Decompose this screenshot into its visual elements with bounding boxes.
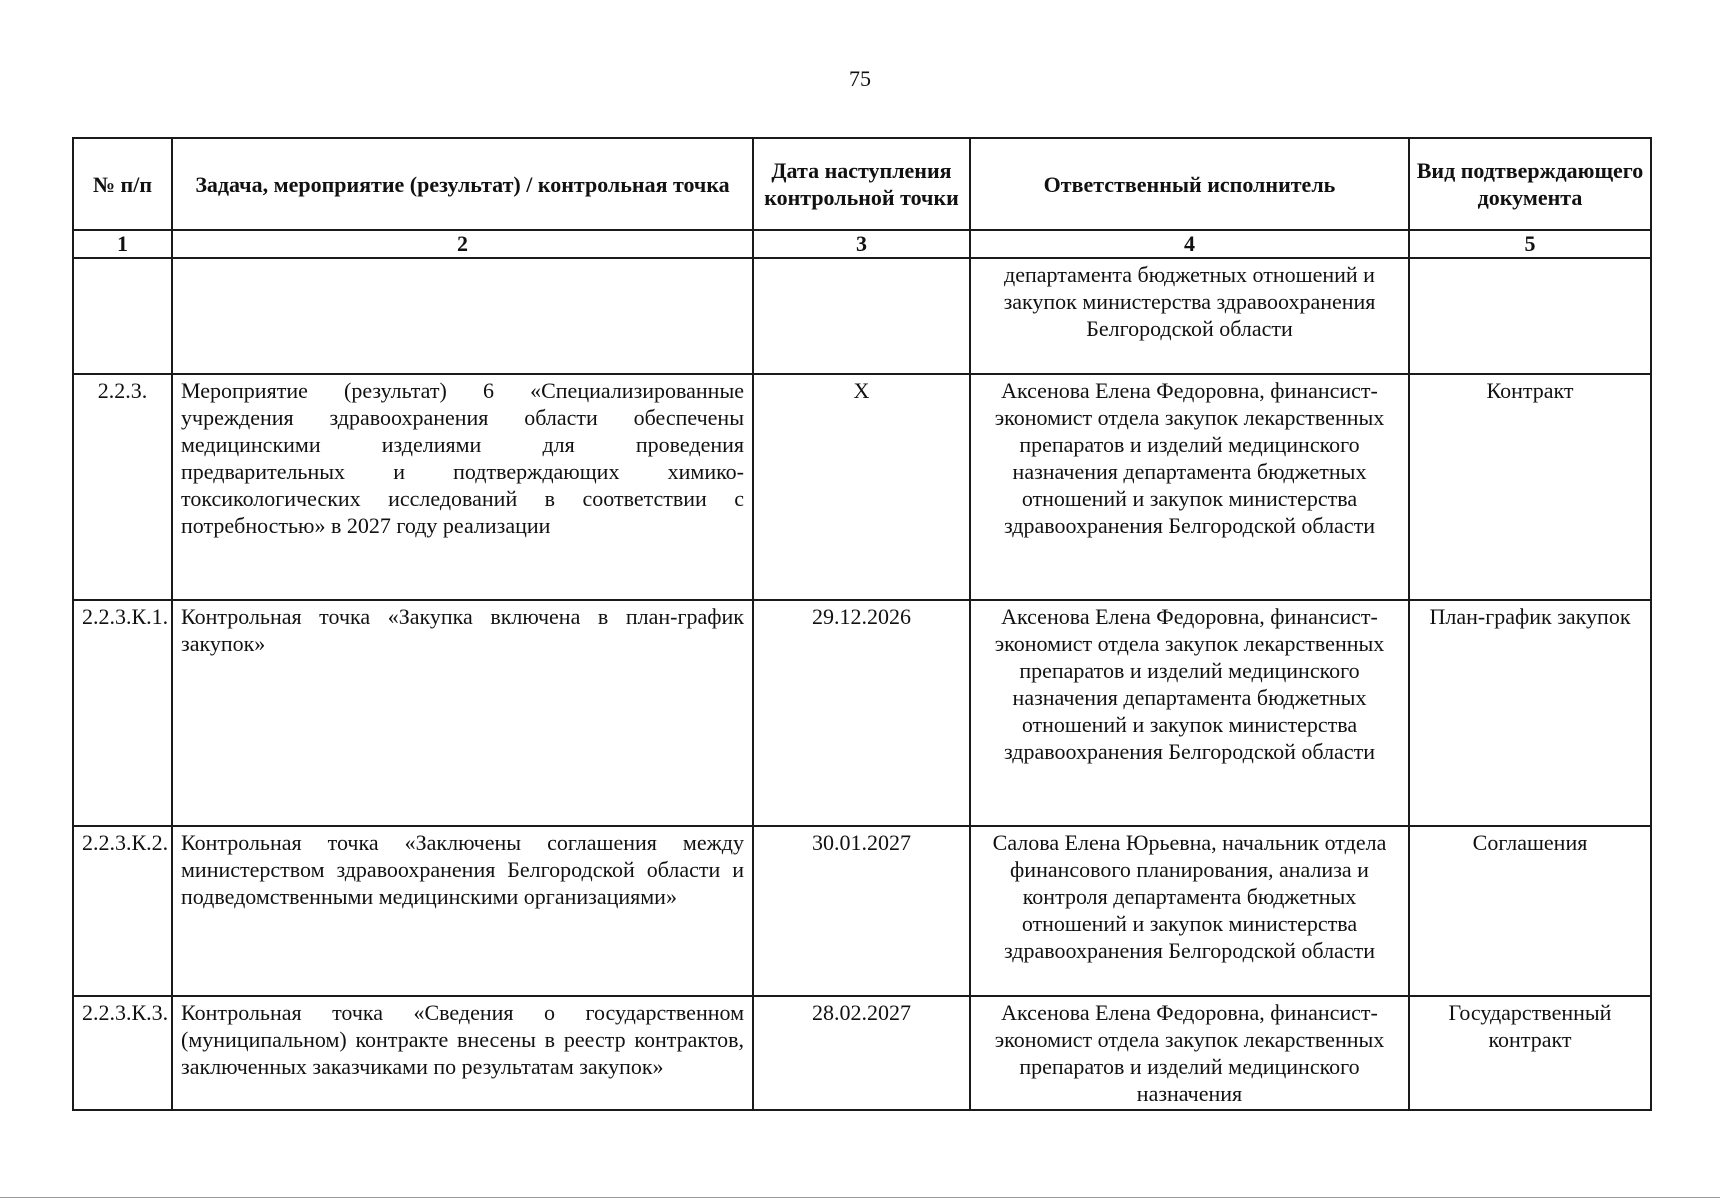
row-date: X	[753, 374, 970, 600]
row-number: 2.2.3.	[73, 374, 172, 600]
row-date: 30.01.2027	[753, 826, 970, 996]
scan-edge-divider	[0, 1197, 1720, 1198]
header-task: Задача, мероприятие (результат) / контрольная точка	[172, 138, 753, 230]
row-document: Государственный контракт	[1409, 996, 1651, 1110]
row-document: План-график закупок	[1409, 600, 1651, 826]
header-date: Дата наступления контрольной точки	[753, 138, 970, 230]
row-task: Контрольная точка «Закупка включена в план-график закупок»	[172, 600, 753, 826]
control-points-table	[72, 137, 1652, 1111]
column-number: 1	[73, 230, 172, 258]
row-document: Соглашения	[1409, 826, 1651, 996]
row-responsible: Аксенова Елена Федоровна, финансист-экономист отдела закупок лекарственных препаратов и изделий медицинского назначения департамента бюджетных отношений и закупок министерства здравоохранения Белгородской области	[970, 600, 1409, 826]
table-row	[73, 374, 1651, 600]
header-document: Вид подтверждающего документа	[1409, 138, 1651, 230]
row-date: 29.12.2026	[753, 600, 970, 826]
row-responsible: Аксенова Елена Федоровна, финансист-экономист отдела закупок лекарственных препаратов и изделий медицинского назначения	[970, 996, 1409, 1110]
column-number: 4	[970, 230, 1409, 258]
row-task: Контрольная точка «Заключены соглашения между министерством здравоохранения Белгородской области и подведомственными медицинскими организациями»	[172, 826, 753, 996]
row-document	[1409, 258, 1651, 374]
row-number: 2.2.3.К.2.	[73, 826, 172, 996]
row-task	[172, 258, 753, 374]
column-number-row	[73, 230, 1651, 258]
row-number: 2.2.3.К.3.	[73, 996, 172, 1110]
page-number: 75	[849, 66, 871, 91]
row-responsible: Аксенова Елена Федоровна, финансист-экономист отдела закупок лекарственных препаратов и изделий медицинского назначения департамента бюджетных отношений и закупок министерства здравоохранения Белгородской области	[970, 374, 1409, 600]
row-number: 2.2.3.К.1.	[73, 600, 172, 826]
row-task: Мероприятие (результат) 6 «Специализированные учреждения здравоохранения области обеспечены медицинскими изделиями для проведения предварительных и подтверждающих химико-токсикологических исследований в соответствии с потребностью» в 2027 году реализации	[172, 374, 753, 600]
row-responsible: департамента бюджетных отношений и закупок министерства здравоохранения Белгородской области	[970, 258, 1409, 374]
row-document: Контракт	[1409, 374, 1651, 600]
row-date: 28.02.2027	[753, 996, 970, 1110]
column-number: 5	[1409, 230, 1651, 258]
row-number	[73, 258, 172, 374]
header-responsible: Ответственный исполнитель	[970, 138, 1409, 230]
row-responsible: Салова Елена Юрьевна, начальник отдела финансового планирования, анализа и контроля департамента бюджетных отношений и закупок министерства здравоохранения Белгородской области	[970, 826, 1409, 996]
header-number: № п/п	[73, 138, 172, 230]
table-row	[73, 996, 1651, 1110]
table-header-row	[73, 138, 1651, 230]
column-number: 2	[172, 230, 753, 258]
row-task: Контрольная точка «Сведения о государственном (муниципальном) контракте внесены в реестр контрактов, заключенных заказчиками по результатам закупок»	[172, 996, 753, 1110]
table-row	[73, 258, 1651, 374]
column-number: 3	[753, 230, 970, 258]
table-row	[73, 826, 1651, 996]
table-row	[73, 600, 1651, 826]
row-date	[753, 258, 970, 374]
